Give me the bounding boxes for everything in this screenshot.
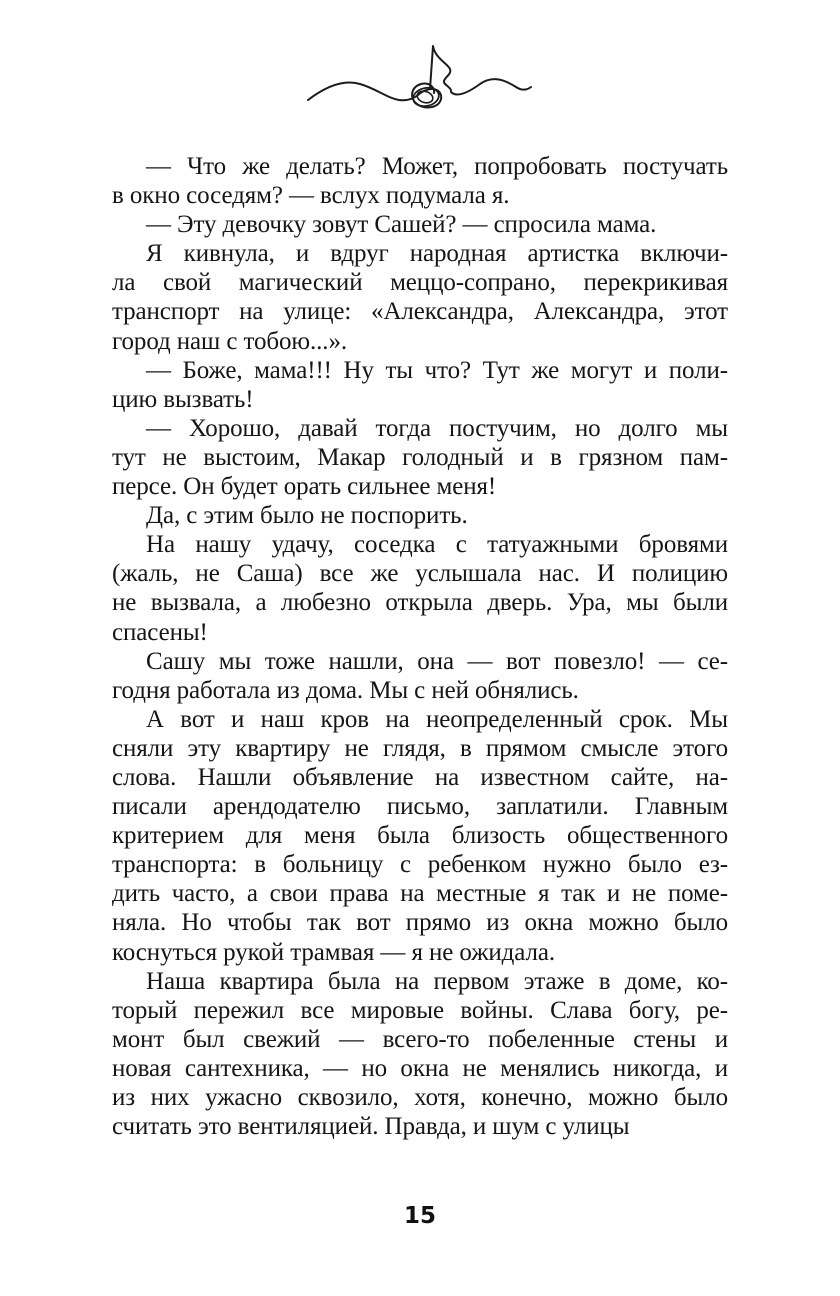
text-line: А вот и наш кров на неопределенный срок. Мы [146,705,728,733]
text-line: годня работала из дома. Мы с ней обнялись. [112,676,579,704]
text-line: — Эту девочку зовут Сашей? — спросила мама. [146,211,657,239]
text-line: Я кивнула, и вдруг народная артистка включи- [146,240,728,268]
music-note-squiggle-icon [303,42,535,114]
paragraph [112,501,728,530]
text-line: Наша квартира была на первом этаже в доме, ко- [146,967,728,995]
paragraph [112,705,728,967]
text-line: цию вызвать! [112,385,254,413]
text-line: — Что же делать? Может, попробовать постучать [146,153,728,180]
text-line: персе. Он будет орать сильнее меня! [112,473,497,501]
text-line: (жаль, не Саша) все же услышала нас. И полицию [112,560,728,588]
text-line: — Хорошо, давай тогда постучим, но долго мы [146,414,728,442]
text-line: транспорта: в больницу с ребенком нужно было ез- [112,851,728,879]
text-line: город наш с тобою...». [112,327,347,355]
text-line: не вызвала, а любезно открыла дверь. Ура, мы были [112,589,728,617]
text-line: спасены! [112,618,208,646]
text-line: из них ужасно сквозило, хотя, конечно, можно было [112,1084,728,1111]
text-line: слова. Нашли объявление на известном сайте, на- [112,763,728,791]
text-line: считать это вентиляцией. Правда, и шум с улицы [112,1113,630,1141]
text-line: в окно соседям? — вслух подумала я. [112,182,510,210]
text-line: дить часто, а свои права на местные я так и не поме- [112,880,728,908]
text-line: Да, с этим было не поспорить. [146,502,468,530]
paragraph [112,647,728,705]
paragraph [112,356,728,414]
text-line: новая сантехника, — но окна не менялись никогда, и [112,1054,728,1082]
text-line: торый пережил все мировые войны. Слава богу, ре- [112,996,728,1024]
page-number: 15 [403,1203,436,1229]
paragraph [112,414,728,501]
text-line: транспорт на улице: «Александра, Александра, этот [112,298,728,326]
text-line: писали арендодателю письмо, заплатили. Главным [112,793,728,821]
paragraph [112,239,728,355]
text-line: няла. Но чтобы так вот прямо из окна можно было [112,909,728,937]
paragraph [112,210,728,239]
text-line: монт был свежий — всего-то побеленные стены и [112,1025,728,1053]
text-line: — Боже, мама!!! Ну ты что? Тут же могут и поли- [146,356,728,384]
text-line: критерием для меня была близость общественного [112,822,728,850]
text-line: коснуться рукой трамвая — я не ожидала. [112,938,555,966]
paragraph [112,152,728,210]
body-text [112,152,728,1141]
text-line: сняли эту квартиру не глядя, в прямом смысле этого [112,734,728,762]
text-line: тут не выстоим, Макар голодный и в грязном пам- [112,443,728,471]
paragraph [112,967,728,1142]
paragraph [112,530,728,646]
text-line: ла свой магический меццо-сопрано, перекрикивая [112,269,728,297]
text-line: На нашу удачу, соседка с татуажными бровями [146,531,728,559]
text-line: Сашу мы тоже нашли, она — вот повезло! — се- [146,647,728,675]
